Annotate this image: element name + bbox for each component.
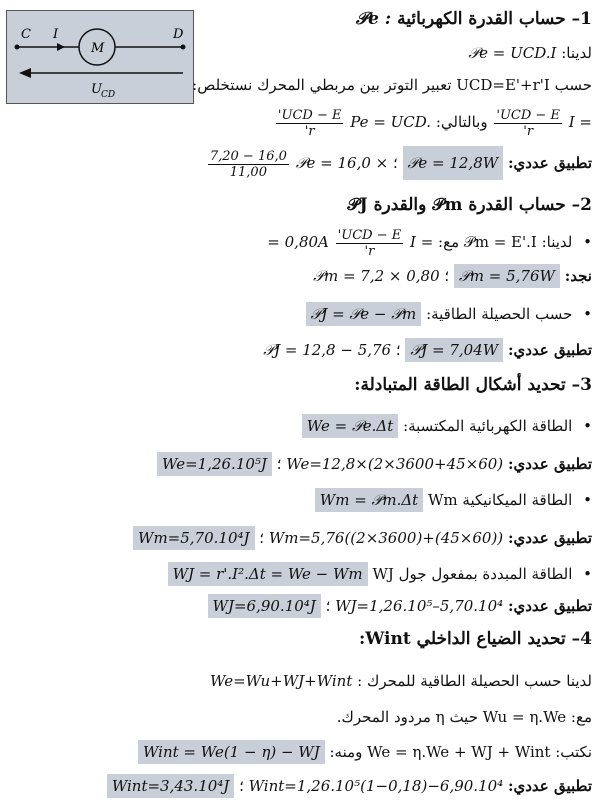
s3-formula-box-3: WJ = r'.I².Δt = We − Wm [168,562,368,586]
section-3-title: 3– تحديد أشكال الطاقة المتبادلة: [354,375,592,395]
s4-result-box: Wint=3,43.10⁴J [107,774,235,798]
s3-line-3: • الطاقة الميكانيكية Wm Wm = 𝒫m.Δt [315,488,592,512]
s2-line-3: • حسب الحصيلة الطاقية: 𝒫J = 𝒫e − 𝒫m [306,302,593,326]
s3-line-1: • الطاقة الكهربائية المكتسبة: We = 𝒫e.Δt [302,414,592,438]
s4-line-2: مع: Wu = η.We حيث η مردود المحرك. [336,708,592,726]
label-c: C [21,27,31,42]
label-u: U [91,82,102,97]
circuit-svg [7,11,193,103]
s1-line-3: I = $\frac{\text{UCD − E'}}{r'}$ وبالتالي: Pe = UCD. $\frac{\text{UCD − E'}}{r'}$ [277,107,592,139]
label-i: I [53,27,59,42]
voltage-arrow-icon [19,68,31,78]
s3-formula-box-1: We = 𝒫e.Δt [302,414,399,438]
s3-line-2: تطبيق عددي: We=12,8×(2×3600+45×60) ؛ We=1,26.10⁵J [157,452,592,476]
section-2-title: 2– حساب القدرة 𝒫m والقدرة 𝒫J [347,195,592,215]
s3-line-4: تطبيق عددي: Wm=5,76((2×3600)+(45×60)) ؛ Wm=5,70.10⁴J [133,526,592,550]
s3-line-5: • الطاقة المبددة بمفعول جول WJ WJ = r'.I².Δt = We − Wm [168,562,592,586]
s2-line-4: تطبيق عددي: 𝒫J = 7,04W ؛ 𝒫J = 12,8 − 5,76 [263,338,592,362]
section-1-title: 1– حساب القدرة الكهربائية 𝒫e : [355,9,592,29]
s4-line-1: لدينا حسب الحصيلة الطاقية للمحرك : We=Wu+WJ+Wint [210,672,592,690]
s3-result-box-3: WJ=6,90.10⁴J [208,594,321,618]
label-u-sub: CD [101,90,116,100]
s3-result-box-1: We=1,26.10⁵J [157,452,272,476]
section-4-title: 4– تحديد الضياع الداخلي Wint: [358,629,592,649]
label-m: M [91,41,105,56]
s3-line-6: تطبيق عددي: WJ=1,26.10⁵–5,70.10⁴ ؛ WJ=6,90.10⁴J [208,594,592,618]
s2-line-2: نجد: 𝒫m = 5,76W ؛ 𝒫m = 7,2 × 0,80 [313,264,592,288]
s4-line-4: تطبيق عددي: Wint=1,26.10⁵(1−0,18)−6,90.10⁴ ؛ Wint=3,43.10⁴J [107,774,592,798]
s4-line-3: نكتب: We = η.We + WJ + Wint ومنه: Wint = We(1 − η) − WJ [138,740,592,764]
s2-result-box-2: 𝒫J = 7,04W [405,338,503,362]
label-d: D [173,27,184,42]
s3-result-box-2: Wm=5,70.10⁴J [133,526,255,550]
current-arrow-icon [57,43,65,51]
s2-result-box: 𝒫m = 5,76W [454,264,560,288]
s4-formula-box: Wint = We(1 − η) − WJ [138,740,325,764]
s1-line-2: حسب UCD=E'+r'I تعبير التوتر بين مربطي المحرك نستخلص: [192,76,592,94]
s3-formula-box-2: Wm = 𝒫m.Δt [315,488,423,512]
s1-line-1: لدينا: 𝒫e = UCD.I [468,44,592,62]
s2-line-1: • لدينا: 𝒫m = E'.I مع: I = $\frac{\text{UCD − E'}}{r'}$ = 0,80A [267,226,592,259]
s2-formula-box: 𝒫J = 𝒫e − 𝒫m [306,302,422,326]
s1-result-box: 𝒫e = 12,8W [403,146,504,180]
s1-line-4: تطبيق عددي: 𝒫e = 12,8W ؛ 𝒫e = 16,0 × $\frac{16,0 - 7,20}{11,00}$ [206,146,592,180]
circuit-diagram [6,10,194,104]
